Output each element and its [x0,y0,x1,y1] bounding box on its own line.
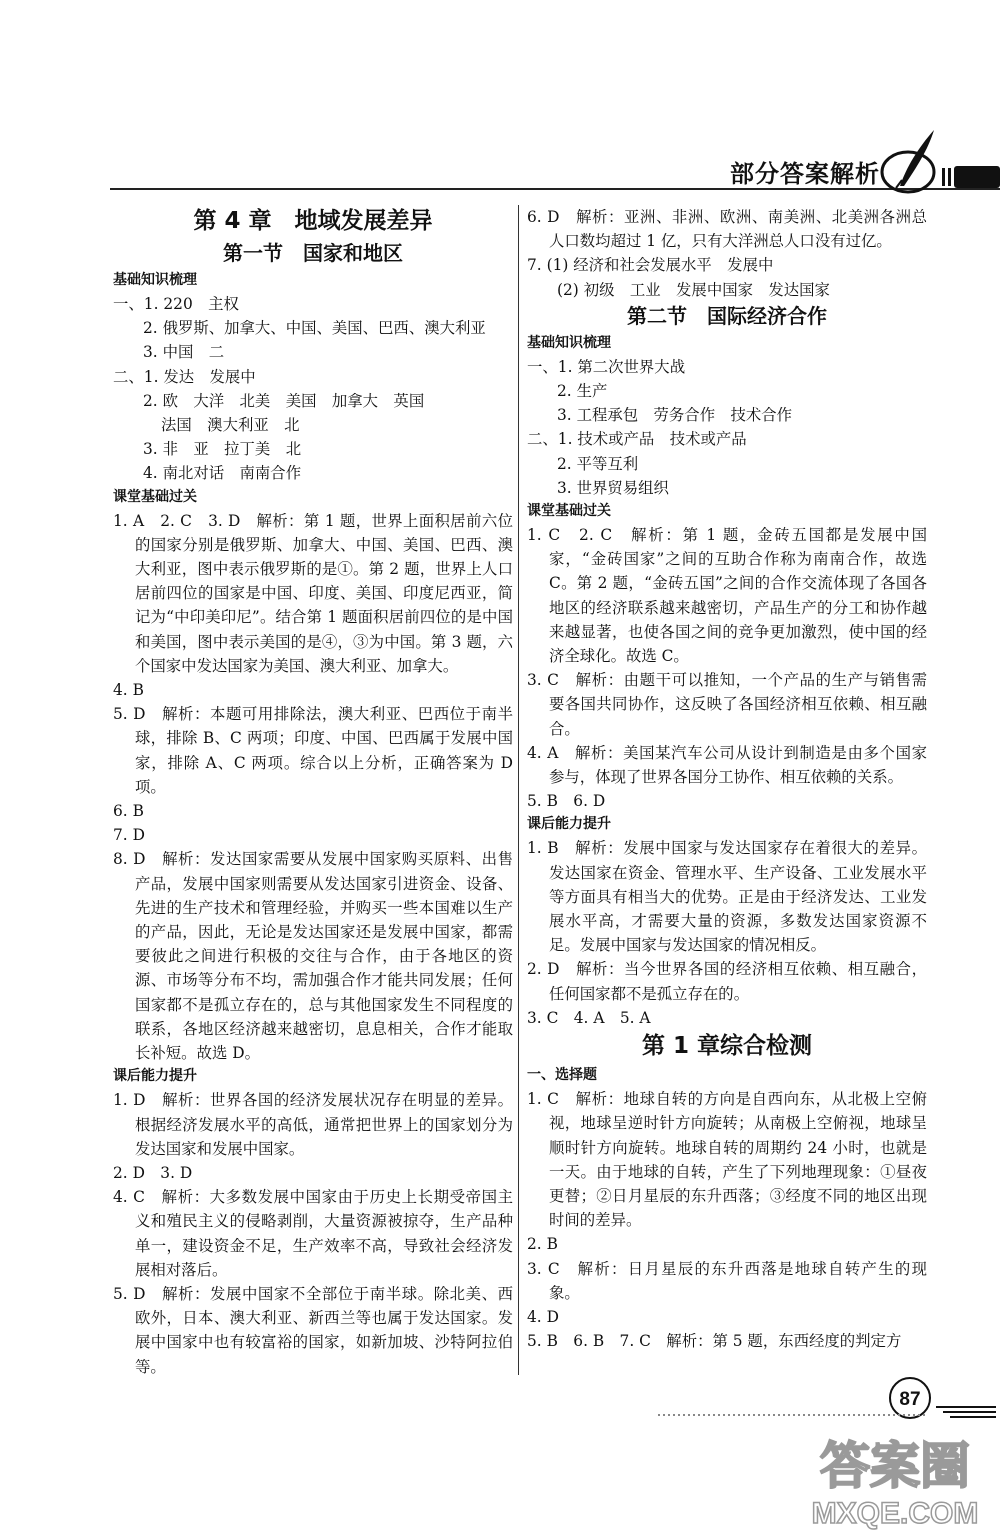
answer-line: 5. B 6. D [527,792,606,811]
answer-paragraph: 1. C 2. C 解析：第 1 题，金砖五国都是发展中国家，“金砖国家”之间的互助合作称为南南合作，故选 C。第 2 题，“金砖五国”之间的合作交流体现了各国各地区的经济联系越来越密切，产品生产的分工和协作越来越显著，也使各国之间的竞争更加激烈，使中国的经济全球化。故选 C。 [527,526,927,666]
answer-paragraph: 4. A 解析：美国某汽车公司从设计到制造是由多个国家参与，体现了世界各国分工协作、相互依赖的关系。 [527,743,927,787]
answer-paragraph: 3. C 解析：由题干可以推知，一个产品的生产与销售需要各国共同协作，这反映了各国经济相互依赖、相互融合。 [527,671,927,738]
footer-dotted-rule [658,1401,998,1421]
watermark-logo [795,1425,995,1530]
answer-line: 7. D [113,826,145,845]
answer-line: 4. 南北对话 南南合作 [143,464,302,483]
answer-paragraph: 5. D 解析：本题可用排除法，澳大利亚、巴西位于南半球，排除 B、C 两项；印度、中国、巴西属于发展中国家，排除 A、C 两项。综合以上分析，正确答案为 D 项。 [113,705,513,796]
left-column [113,205,513,1379]
answer-line: 3. 工程承包 劳务合作 技术合作 [557,406,793,425]
answer-line: 一、1. 220 主权 [113,295,239,313]
column-divider [518,205,519,1375]
right-column [527,205,927,1353]
watermark-en: MXQE.COM [811,1497,979,1530]
answer-line: 4. B [113,681,144,700]
answer-line: 2. B [527,1235,558,1254]
answer-line: 7. (1) 经济和社会发展水平 发展中 [527,256,774,275]
answer-line: 3. 世界贸易组织 [557,478,669,497]
answer-paragraph: 1. B 解析：发展中国家与发达国家存在着很大的差异。发达国家在资金、管理水平、生产设备、工业发展水平等方面具有相当大的优势。正是由于经济发达、工业发展水平高，才需要大量的资源，多数发达国家资源不足。发展中国家与发达国家的情况相反。 [527,839,927,955]
answer-paragraph: 4. C 解析：大多数发展中国家由于历史上长期受帝国主义和殖民主义的侵略剥削，大量资源被掠夺，生产品种单一，建设资金不足，生产效率不高，导致社会经济发展相对落后。 [113,1188,513,1279]
subheading: 课堂基础过关 [527,503,611,520]
answer-paragraph: 1. C 解析：地球自转的方向是自西向东，从北极上空俯视，地球呈逆时针方向旋转；从南极上空俯视，地球呈顺时针方向旋转。地球自转的周期约 24 小时，也就是一天。由于地球的自转，产生了下列地理现象：①昼夜更替；②日月星辰的东升西落；③经度不同的地区出现时间的差异。 [527,1090,927,1230]
subheading: 一、选择题 [527,1067,597,1084]
page-number: 87 [899,1389,921,1410]
subheading: 课后能力提升 [113,1068,197,1085]
answer-line: 3. 非 亚 拉丁美 北 [143,440,302,459]
answer-paragraph: 5. D 解析：发展中国家不全部位于南半球。除北美、西欧外，日本、澳大利亚、新西兰等也属于发达国家。发展中国家中也有较富裕的国家，如新加坡、沙特阿拉伯等。 [113,1284,513,1376]
watermark-cn: 答案圈 [820,1437,970,1495]
answer-paragraph: 8. D 解析：发达国家需要从发展中国家购买原料、出售产品，发展中国家则需要从发达国家引进资金、设备、先进的生产技术和管理经验，并购买一些本国难以生产的产品，因此，无论是发达国家还是发展中国家，都需要彼此之间进行积极的交往与合作，由于各地区的资源、市场等分布不均，需加强合作才能共同发展；任何国家都不是孤立存在的，总与其他国家发生不同程度的联系，各地区经济越来越密切，息息相关，合作才能取长补短。故选 D。 [113,850,513,1063]
answer-line: 二、1. 发达 发展中 [113,367,256,386]
header-title: 部分答案解析 [730,160,880,188]
answer-line: 2. D 3. D [113,1163,193,1182]
subheading: 课堂基础过关 [113,488,197,505]
section-title: 第一节 国家和地区 [223,241,403,265]
subheading: 基础知识梳理 [527,334,611,351]
header-bars-icon [942,164,1000,188]
answer-paragraph: 6. D 解析：亚洲、非洲、欧洲、南美洲、北美洲各洲总人口数均超过 1 亿，只有大洋洲总人口没有过亿。 [527,208,927,251]
answer-paragraph: 1. D 解析：世界各国的经济发展状况存在明显的差异。根据经济发展水平的高低，通常把世界上的国家划分为发达国家和发展中国家。 [113,1091,513,1158]
answer-paragraph: 1. A 2. C 3. D 解析：第 1 题，世界上面积居前六位的国家分别是俄罗斯、加拿大、中国、美国、巴西、澳大利亚，图中表示俄罗斯的是①。第 2 题，世界上人口居前四位的国家是中国、印度、美国、印度尼西亚，简记为“中印美印尼”。结合第 1 题面积居前四位的是中国和美国，图中表示美国的是④，③为中国。第 3 题，六个国家中发达国家为美国、澳大利亚、加拿大。 [113,511,513,675]
page-header [110,150,1000,200]
section-title: 第二节 国际经济合作 [627,303,827,328]
answer-line: 3. C 4. A 5. A [527,1008,651,1027]
chapter-title: 第 1 章综合检测 [641,1033,813,1060]
answer-line: 4. D [527,1307,559,1326]
answer-paragraph: 2. D 解析：当今世界各国的经济相互依赖、相互融合，任何国家都不是孤立存在的。 [527,960,927,1003]
subheading: 课后能力提升 [527,816,611,833]
answer-line: 3. 中国 二 [143,343,225,362]
answer-line: 一、1. 第二次世界大战 [527,357,686,376]
chapter-title: 第 4 章 地域发展差异 [193,208,433,234]
answer-paragraph: 5. B 6. B 7. C 解析：第 5 题，东西经度的判定方 [527,1332,902,1351]
answer-line: 二、1. 技术或产品 技术或产品 [527,430,747,449]
answer-line: 2. 生产 [557,382,608,401]
answer-line: 2. 欧 大洋 北美 美国 加拿大 英国 [143,391,425,410]
answer-line: 2. 俄罗斯、加拿大、中国、美国、巴西、澳大利亚 [143,319,486,338]
answer-line: 法国 澳大利亚 北 [161,416,300,435]
subheading: 基础知识梳理 [113,272,197,288]
answer-paragraph: 3. C 解析：日月星辰的东升西落是地球自转产生的现象。 [527,1259,927,1302]
answer-line: (2) 初级 工业 发展中国家 发达国家 [557,280,830,299]
quill-pen-icon [878,128,938,198]
answer-line: 6. B [113,802,144,821]
answer-line: 2. 平等互利 [557,454,639,473]
